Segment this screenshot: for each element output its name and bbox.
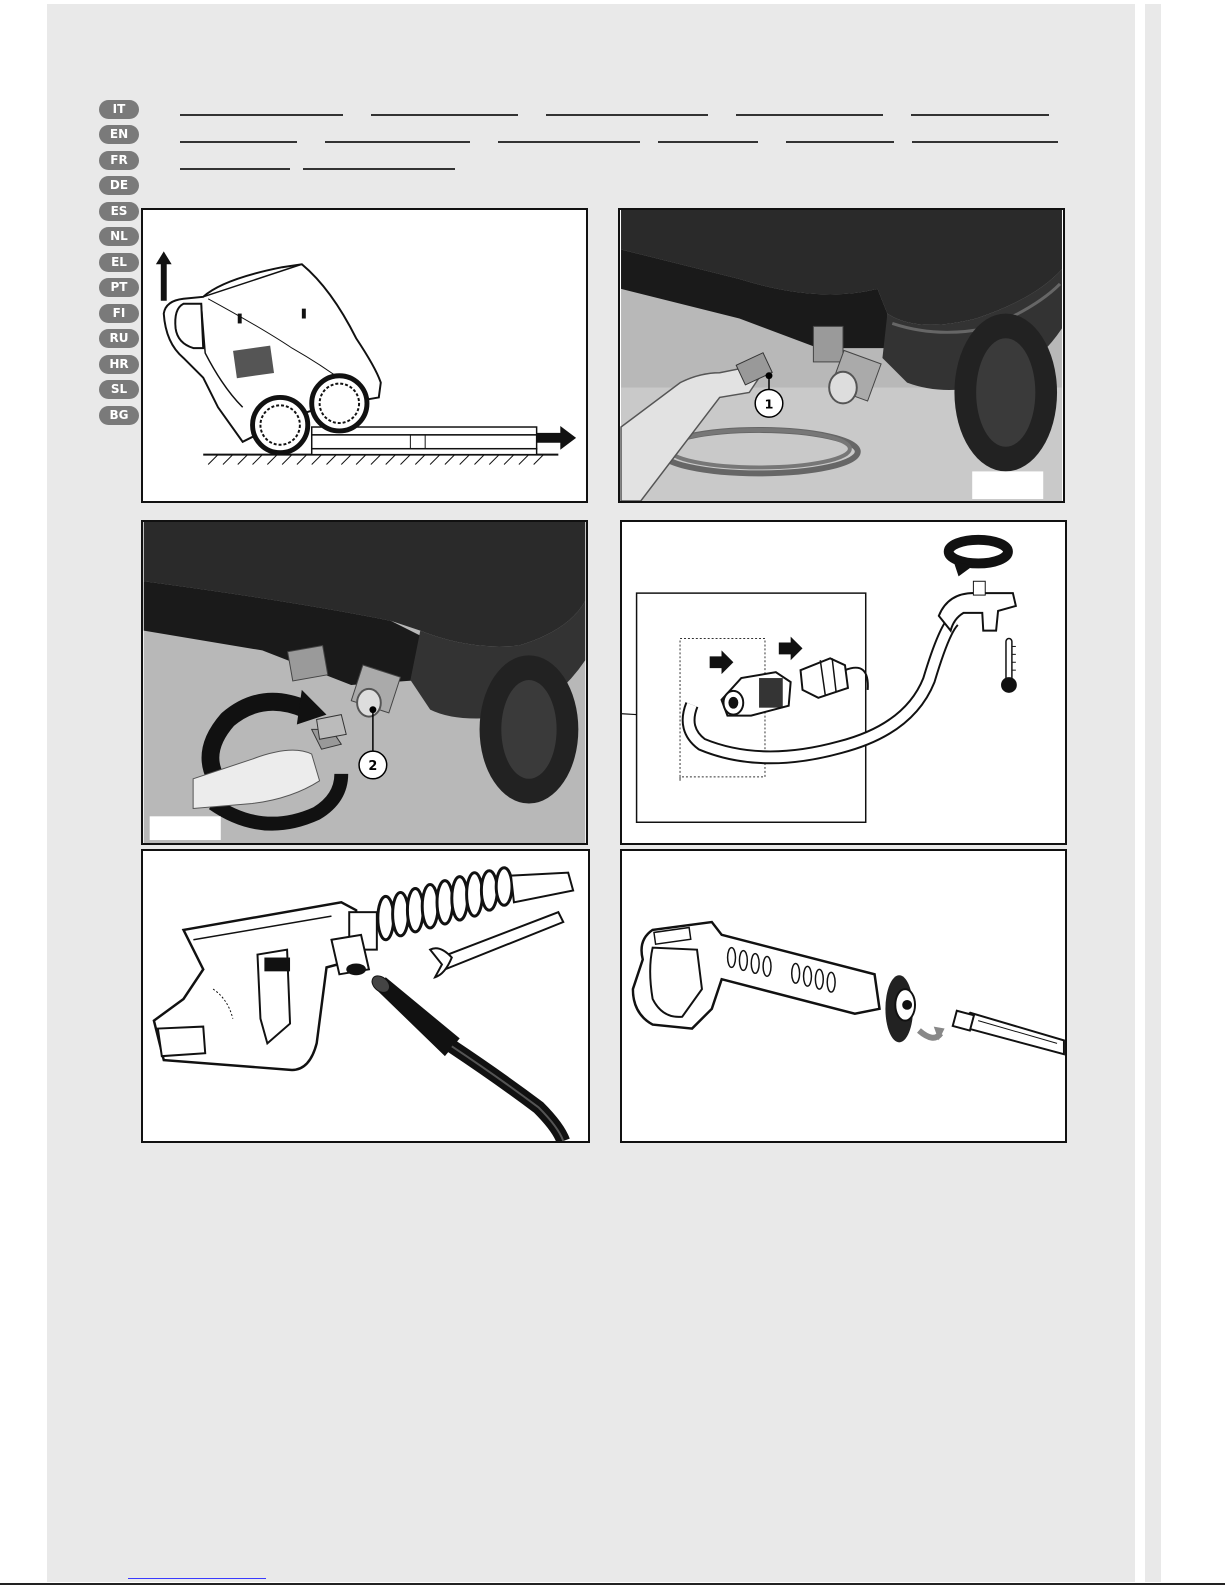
lang-badge-pt: PT: [99, 278, 139, 297]
panel-attach-lance: [620, 849, 1067, 1143]
callout-number: 1: [764, 397, 774, 413]
lance-attach-illustration: [622, 851, 1065, 1141]
panel-lift-from-pallet: [141, 208, 588, 503]
callout-number: 2: [368, 758, 378, 774]
water-supply-diagram: [622, 522, 1065, 843]
footer-link-underline: [128, 1578, 266, 1579]
lang-badge-bg: BG: [99, 406, 139, 425]
lang-badge-fi: FI: [99, 304, 139, 323]
page-edge-strip: [1145, 4, 1161, 1582]
lang-badge-sl: SL: [99, 380, 139, 399]
lang-badge-en: EN: [99, 125, 139, 144]
inlet-cap-photo: [143, 522, 586, 843]
panel-connect-water-supply: [620, 520, 1067, 845]
lang-badge-el: EL: [99, 253, 139, 272]
outlet-hose-photo: [620, 210, 1063, 501]
lang-badge-de: DE: [99, 176, 139, 195]
lang-badge-nl: NL: [99, 227, 139, 246]
machine-on-pallet-illustration: [143, 210, 586, 501]
lang-badge-hr: HR: [99, 355, 139, 374]
lang-badge-fr: FR: [99, 151, 139, 170]
panel-connect-gun-hose: [141, 849, 590, 1143]
panel-connect-outlet-hose: [618, 208, 1065, 503]
lang-badge-ru: RU: [99, 329, 139, 348]
gun-hose-illustration: [143, 851, 588, 1141]
lang-badge-es: ES: [99, 202, 139, 221]
lang-badge-it: IT: [99, 100, 139, 119]
panel-remove-inlet-cap: [141, 520, 588, 845]
